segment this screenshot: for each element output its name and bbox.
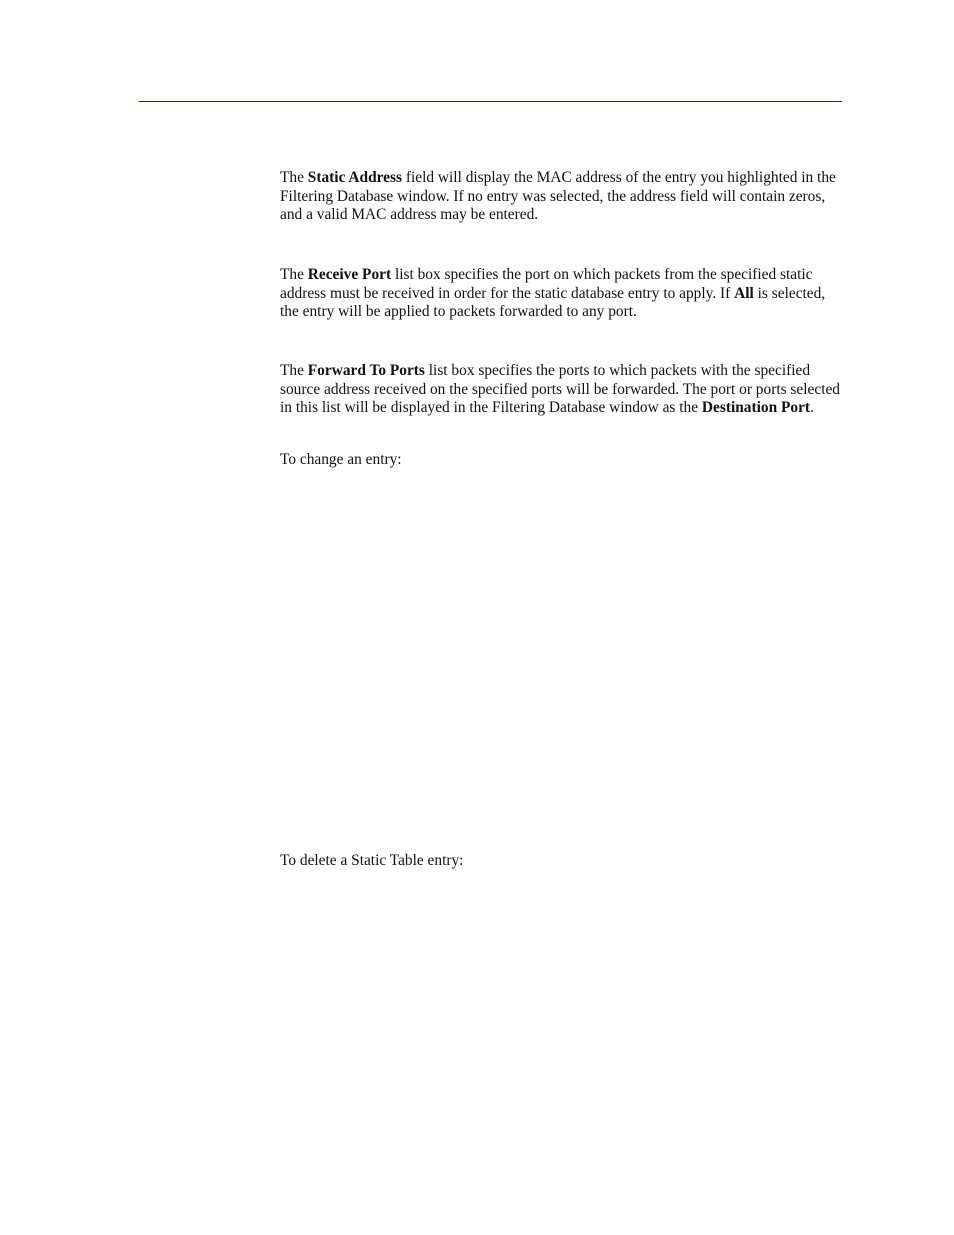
all-term: All: [734, 284, 754, 302]
receive-port-term: Receive Port: [307, 266, 392, 283]
forward-ports-mid: list box specifies the ports to which packets with the specified source address received on the specified ports will be forwarded. The port or ports selected in this list will be displayed in the Filtering Database window as the: [280, 362, 840, 417]
forward-ports-pre: The: [280, 362, 308, 379]
static-address-post: field will display the MAC address of the entry you highlighted in the Filtering Database window. If no entry was selected, the address field will contain zeros, and a valid MAC address may be entered.: [280, 169, 836, 224]
static-address-pre: The: [280, 169, 308, 186]
receive-port-mid: list box specifies the port on which packets from the specified static address must be received in order for the static database entry to apply. If: [280, 266, 813, 302]
static-address-paragraph: [280, 169, 840, 225]
static-address-term: Static Address: [307, 169, 402, 186]
change-entry-intro: To change an entry:: [280, 451, 402, 468]
header-rule: [139, 101, 842, 102]
receive-port-post: is selected, the entry will be applied to packets forwarded to any port.: [280, 284, 826, 321]
receive-port-paragraph: [280, 266, 840, 322]
delete-entry-intro: To delete a Static Table entry:: [280, 852, 464, 869]
receive-port-pre: The: [280, 266, 308, 283]
destination-port-term: Destination Port: [701, 399, 811, 417]
forward-ports-post: .: [810, 399, 814, 417]
forward-ports-paragraph: [280, 362, 840, 418]
forward-ports-term: Forward To Ports: [307, 362, 425, 379]
